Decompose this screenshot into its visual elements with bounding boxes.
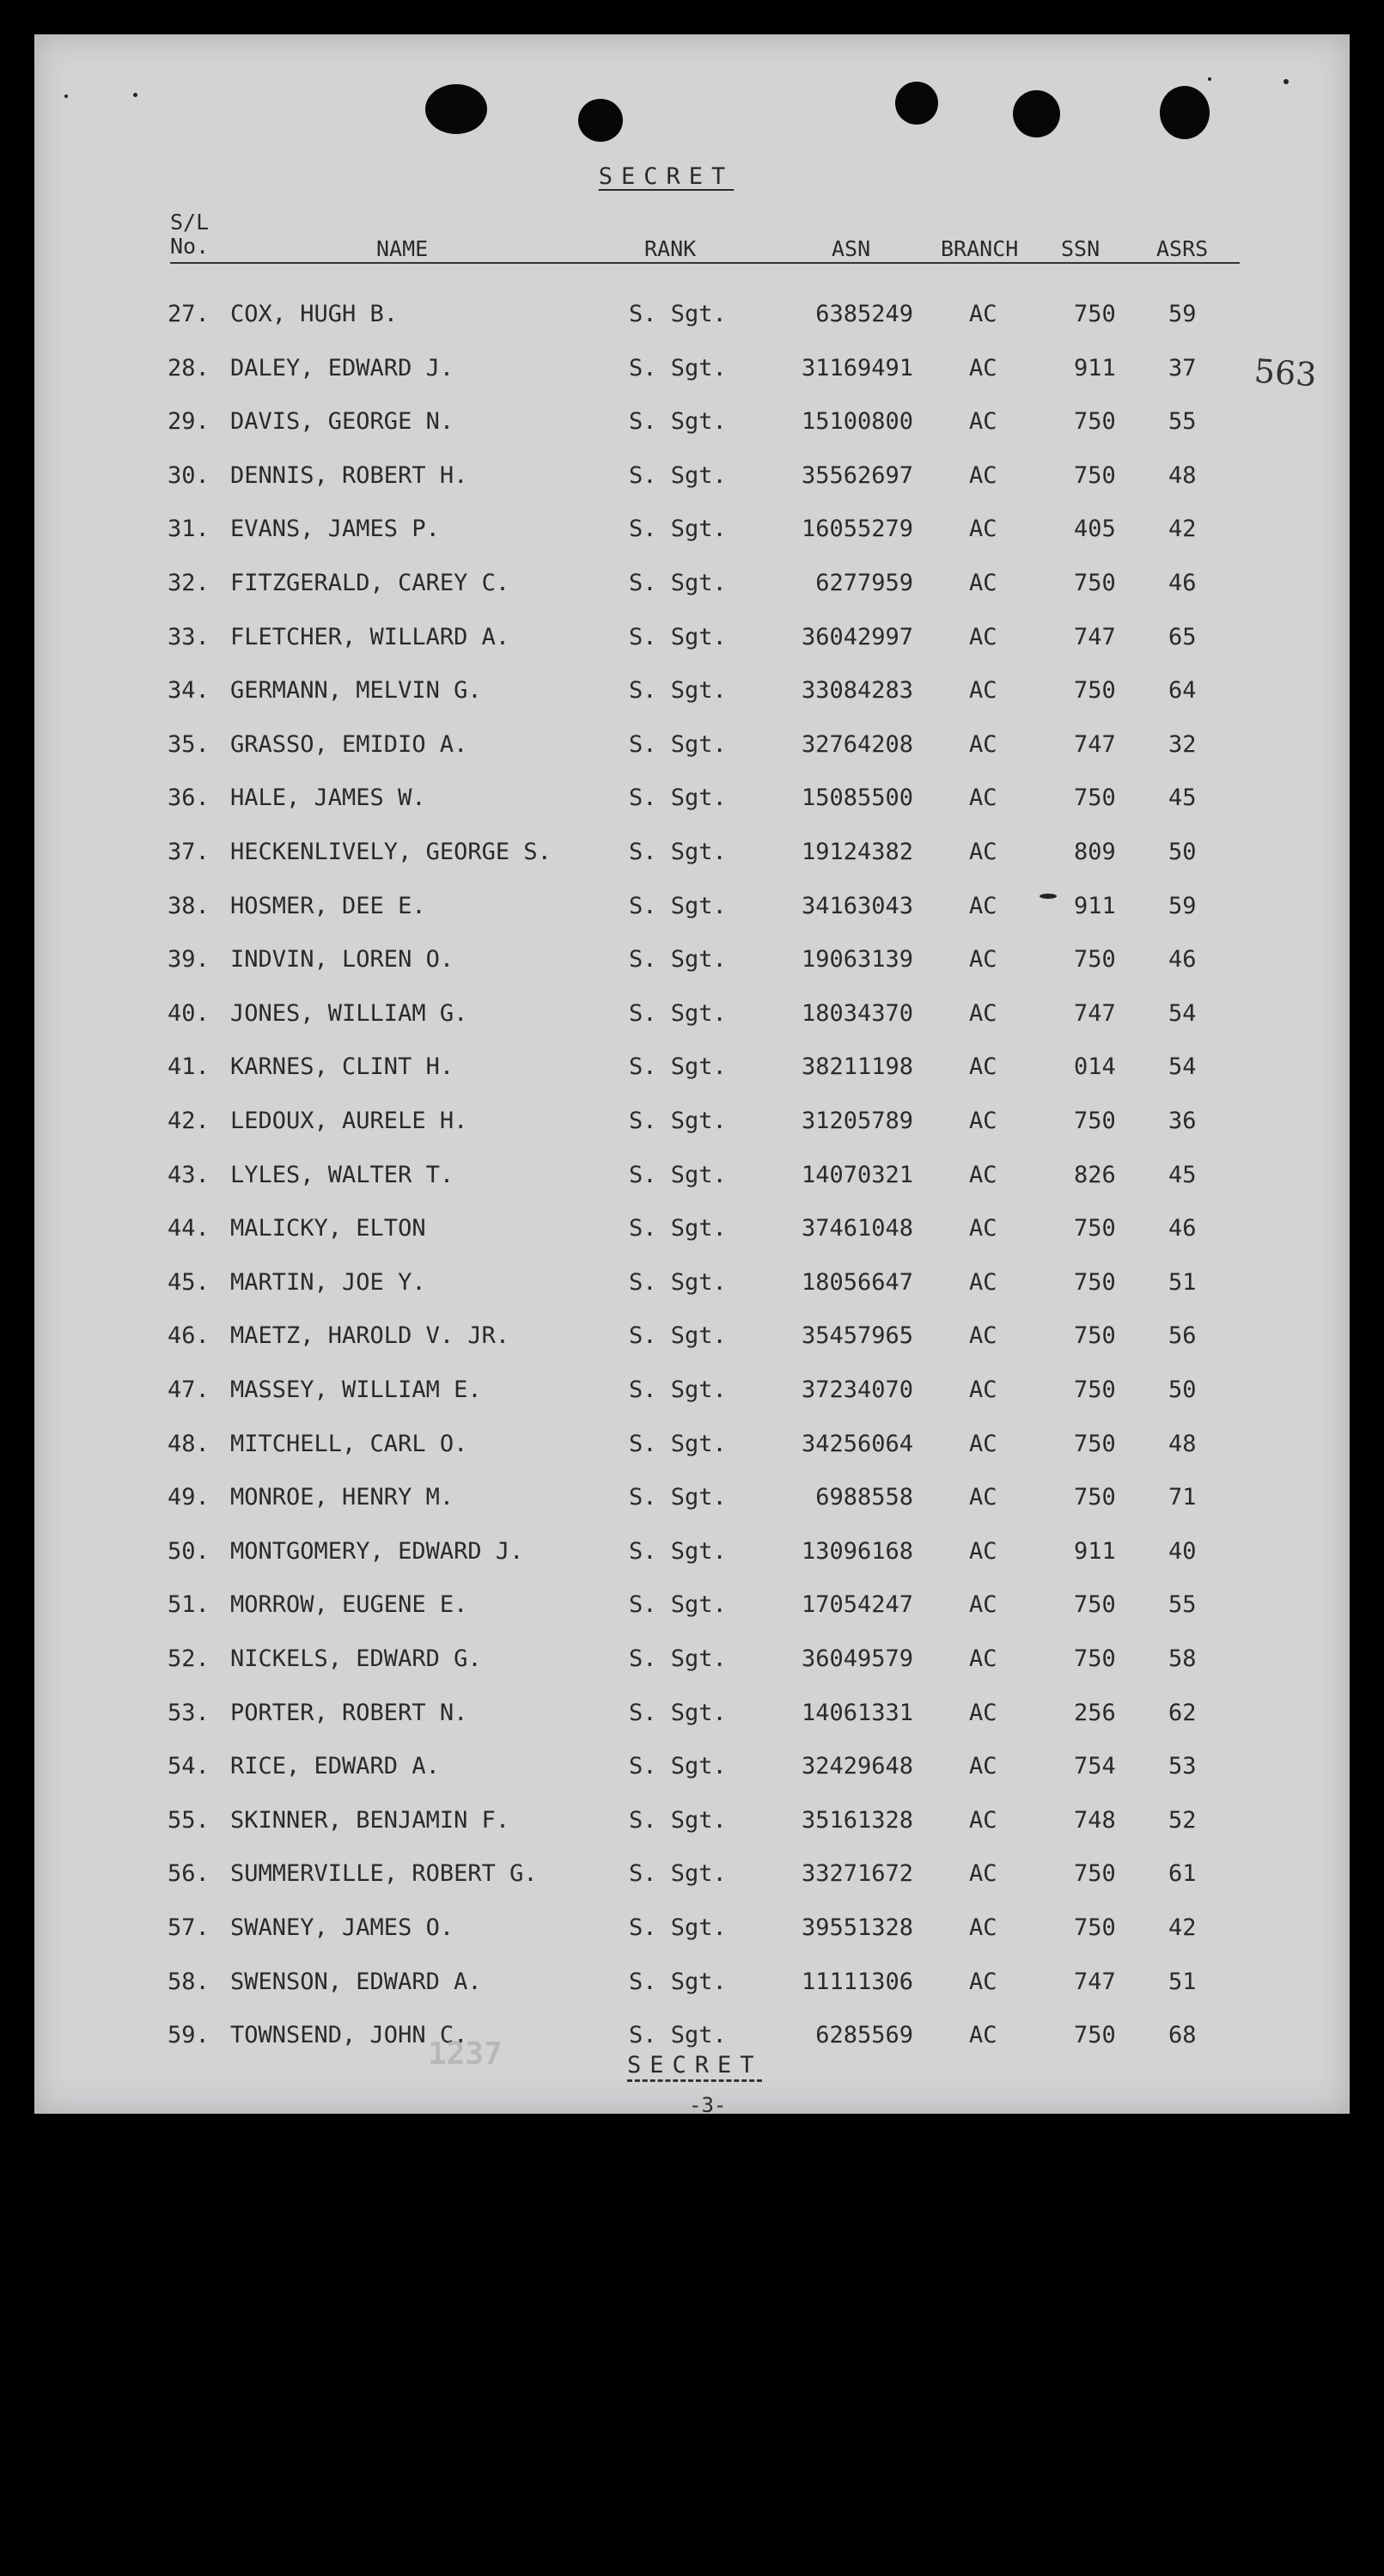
cell-rank: S. Sgt. — [629, 1591, 727, 1619]
cell-rank: S. Sgt. — [629, 1968, 727, 1995]
table-row — [34, 1431, 1350, 1465]
cell-ssn: 750 — [1074, 1268, 1116, 1296]
cell-asrs: 55 — [1168, 1591, 1197, 1619]
cell-ssn: 750 — [1074, 1322, 1116, 1350]
cell-asn: 35161328 — [801, 1806, 913, 1834]
cell-ssn: 747 — [1074, 1968, 1116, 1995]
header-rule — [170, 262, 1240, 264]
speck — [133, 93, 137, 97]
cell-sl: 56. — [168, 1860, 210, 1888]
col-header-branch: BRANCH — [941, 236, 1019, 261]
cell-branch: AC — [969, 784, 997, 812]
cell-rank: S. Sgt. — [629, 1322, 727, 1350]
cell-name: PORTER, ROBERT N. — [230, 1699, 468, 1726]
table-row — [34, 1753, 1350, 1787]
table-row — [34, 677, 1350, 711]
cell-asn: 33084283 — [801, 677, 913, 705]
cell-name: MORROW, EUGENE E. — [230, 1591, 468, 1619]
cell-asn: 15100800 — [801, 408, 913, 436]
cell-sl: 46. — [168, 1322, 210, 1350]
table-row — [34, 1108, 1350, 1142]
cell-asn: 18056647 — [801, 1268, 913, 1296]
cell-ssn: 750 — [1074, 1591, 1116, 1619]
cell-branch: AC — [969, 1806, 997, 1834]
cell-rank: S. Sgt. — [629, 2022, 727, 2049]
cell-asn: 6285569 — [815, 2022, 913, 2049]
cell-asn: 36049579 — [801, 1645, 913, 1672]
table-row — [34, 1322, 1350, 1357]
cell-rank: S. Sgt. — [629, 1860, 727, 1888]
cell-branch: AC — [969, 1699, 997, 1726]
cell-asrs: 42 — [1168, 516, 1197, 543]
cell-name: DALEY, EDWARD J. — [230, 354, 454, 382]
cell-rank: S. Sgt. — [629, 1108, 727, 1134]
cell-name: GERMANN, MELVIN G. — [230, 677, 482, 705]
table-row — [34, 408, 1350, 443]
page-number: -3- — [689, 2093, 727, 2117]
cell-rank: S. Sgt. — [629, 1484, 727, 1511]
cell-sl: 34. — [168, 677, 210, 705]
cell-branch: AC — [969, 1753, 997, 1780]
cell-branch: AC — [969, 1537, 997, 1565]
cell-asn: 19063139 — [801, 946, 913, 974]
cell-name: SUMMERVILLE, ROBERT G. — [230, 1860, 538, 1888]
table-row — [34, 1377, 1350, 1411]
cell-sl: 32. — [168, 570, 210, 596]
cell-ssn: 750 — [1074, 1484, 1116, 1511]
cell-asn: 14070321 — [801, 1161, 913, 1188]
cell-asrs: 56 — [1168, 1322, 1197, 1350]
cell-branch: AC — [969, 839, 997, 865]
table-row — [34, 516, 1350, 550]
cell-asrs: 53 — [1168, 1753, 1197, 1780]
cell-ssn: 750 — [1074, 1215, 1116, 1242]
cell-rank: S. Sgt. — [629, 946, 727, 974]
table-row — [34, 1538, 1350, 1572]
cell-sl: 44. — [168, 1215, 210, 1242]
footer-title: SECRET — [627, 2052, 763, 2079]
cell-rank: S. Sgt. — [629, 1914, 727, 1941]
table-row — [34, 839, 1350, 873]
cell-name: LEDOUX, AURELE H. — [230, 1108, 468, 1134]
table-row — [34, 893, 1350, 927]
header-title: SECRET — [598, 163, 735, 190]
cell-sl: 57. — [168, 1914, 210, 1941]
cell-asn: 19124382 — [801, 839, 913, 865]
cell-rank: S. Sgt. — [629, 784, 727, 812]
cell-sl: 45. — [168, 1268, 210, 1296]
cell-ssn: 747 — [1074, 623, 1116, 650]
cell-branch: AC — [969, 1322, 997, 1350]
cell-rank: S. Sgt. — [629, 354, 727, 382]
cell-asrs: 48 — [1168, 461, 1197, 489]
cell-asrs: 59 — [1168, 892, 1197, 919]
cell-sl: 36. — [168, 784, 210, 812]
cell-ssn: 750 — [1074, 946, 1116, 974]
cell-branch: AC — [969, 1968, 997, 1995]
table-row — [34, 1969, 1350, 2003]
cell-asrs: 42 — [1168, 1914, 1197, 1941]
col-header-name: NAME — [376, 236, 429, 261]
cell-asrs: 59 — [1168, 301, 1197, 327]
cell-asn: 35457965 — [801, 1322, 913, 1350]
cell-branch: AC — [969, 1268, 997, 1296]
cell-sl: 53. — [168, 1699, 210, 1726]
cell-ssn: 750 — [1074, 677, 1116, 705]
table-row — [34, 355, 1350, 389]
cell-rank: S. Sgt. — [629, 839, 727, 865]
cell-name: LYLES, WALTER T. — [230, 1161, 454, 1188]
cell-asrs: 54 — [1168, 1053, 1197, 1081]
cell-sl: 30. — [168, 461, 210, 489]
cell-asrs: 61 — [1168, 1860, 1197, 1888]
cell-name: TOWNSEND, JOHN C. — [230, 2022, 468, 2049]
cell-asrs: 52 — [1168, 1806, 1197, 1834]
cell-ssn: 754 — [1074, 1753, 1116, 1780]
cell-rank: S. Sgt. — [629, 516, 727, 543]
cell-ssn: 750 — [1074, 461, 1116, 489]
cell-name: MITCHELL, CARL O. — [230, 1430, 468, 1457]
cell-name: NICKELS, EDWARD G. — [230, 1645, 482, 1672]
cell-sl: 31. — [168, 516, 210, 543]
cell-asrs: 46 — [1168, 570, 1197, 596]
table-row — [34, 1484, 1350, 1518]
table-row — [34, 1269, 1350, 1303]
cell-sl: 35. — [168, 730, 210, 758]
cell-ssn: 750 — [1074, 1860, 1116, 1888]
cell-rank: S. Sgt. — [629, 1699, 727, 1726]
cell-asn: 11111306 — [801, 1968, 913, 1995]
col-header-asrs: ASRS — [1156, 236, 1209, 261]
cell-name: RICE, EDWARD A. — [230, 1753, 440, 1780]
cell-sl: 40. — [168, 999, 210, 1027]
speck — [64, 95, 68, 98]
cell-name: KARNES, CLINT H. — [230, 1053, 454, 1081]
cell-branch: AC — [969, 1215, 997, 1242]
cell-rank: S. Sgt. — [629, 892, 727, 919]
table-row — [34, 1645, 1350, 1680]
cell-ssn: 750 — [1074, 301, 1116, 327]
cell-ssn: 750 — [1074, 1430, 1116, 1457]
cell-asn: 38211198 — [801, 1053, 913, 1081]
table-row — [34, 1215, 1350, 1249]
cell-ssn: 748 — [1074, 1806, 1116, 1834]
cell-name: HECKENLIVELY, GEORGE S. — [230, 839, 552, 865]
cell-asn: 31205789 — [801, 1108, 913, 1134]
cell-asn: 33271672 — [801, 1860, 913, 1888]
cell-name: JONES, WILLIAM G. — [230, 999, 468, 1027]
cell-sl: 52. — [168, 1645, 210, 1672]
cell-asrs: 71 — [1168, 1484, 1197, 1511]
stamp-number: 1237 — [428, 2036, 503, 2072]
cell-branch: AC — [969, 354, 997, 382]
cell-ssn: 826 — [1074, 1161, 1116, 1188]
cell-name: INDVIN, LOREN O. — [230, 946, 454, 974]
cell-ssn: 750 — [1074, 570, 1116, 596]
cell-asrs: 46 — [1168, 1215, 1197, 1242]
cell-ssn: 750 — [1074, 1914, 1116, 1941]
cell-rank: S. Sgt. — [629, 1806, 727, 1834]
cell-ssn: 750 — [1074, 1377, 1116, 1403]
table-row — [34, 784, 1350, 819]
table-row — [34, 731, 1350, 766]
speck — [1283, 79, 1289, 84]
cell-asn: 15085500 — [801, 784, 913, 812]
cell-branch: AC — [969, 1108, 997, 1134]
cell-rank: S. Sgt. — [629, 1537, 727, 1565]
cell-asrs: 45 — [1168, 1161, 1197, 1188]
cell-sl: 37. — [168, 839, 210, 865]
cell-rank: S. Sgt. — [629, 570, 727, 596]
cell-rank: S. Sgt. — [629, 1161, 727, 1188]
cell-branch: AC — [969, 516, 997, 543]
cell-ssn: 256 — [1074, 1699, 1116, 1726]
cell-branch: AC — [969, 1645, 997, 1672]
cell-asrs: 45 — [1168, 784, 1197, 812]
cell-asrs: 36 — [1168, 1108, 1197, 1134]
cell-name: FLETCHER, WILLARD A. — [230, 623, 510, 650]
table-row — [34, 1700, 1350, 1734]
margin-number: 563 — [1253, 351, 1318, 394]
cell-name: EVANS, JAMES P. — [230, 516, 440, 543]
cell-asrs: 68 — [1168, 2022, 1197, 2049]
cell-sl: 28. — [168, 354, 210, 382]
cell-asrs: 46 — [1168, 946, 1197, 974]
cell-branch: AC — [969, 1591, 997, 1619]
cell-branch: AC — [969, 1161, 997, 1188]
col-header-ssn: SSN — [1061, 236, 1100, 261]
cell-branch: AC — [969, 946, 997, 974]
cell-name: MAETZ, HAROLD V. JR. — [230, 1322, 510, 1350]
cell-asrs: 40 — [1168, 1537, 1197, 1565]
cell-ssn: 911 — [1074, 892, 1116, 919]
cell-sl: 51. — [168, 1591, 210, 1619]
cell-rank: S. Sgt. — [629, 1215, 727, 1242]
document-page — [34, 34, 1350, 2117]
cell-rank: S. Sgt. — [629, 301, 727, 327]
cell-asn: 14061331 — [801, 1699, 913, 1726]
table-row — [34, 462, 1350, 497]
cell-asn: 6988558 — [815, 1484, 913, 1511]
punch-hole — [1013, 90, 1060, 137]
cell-branch: AC — [969, 301, 997, 327]
cell-asn: 6277959 — [815, 570, 913, 596]
cell-name: COX, HUGH B. — [230, 301, 399, 327]
cell-asn: 17054247 — [801, 1591, 913, 1619]
cell-rank: S. Sgt. — [629, 1430, 727, 1457]
cell-asrs: 58 — [1168, 1645, 1197, 1672]
cell-sl: 49. — [168, 1484, 210, 1511]
cell-branch: AC — [969, 461, 997, 489]
cell-sl: 59. — [168, 2022, 210, 2049]
cell-name: MARTIN, JOE Y. — [230, 1268, 426, 1296]
cell-ssn: 809 — [1074, 839, 1116, 865]
cell-ssn: 750 — [1074, 1645, 1116, 1672]
cell-ssn: 747 — [1074, 999, 1116, 1027]
cell-asrs: 50 — [1168, 1377, 1197, 1403]
cell-ssn: 911 — [1074, 1537, 1116, 1565]
cell-sl: 58. — [168, 1968, 210, 1995]
cell-rank: S. Sgt. — [629, 1053, 727, 1081]
cell-asn: 37461048 — [801, 1215, 913, 1242]
cell-asn: 13096168 — [801, 1537, 913, 1565]
cell-sl: 47. — [168, 1377, 210, 1403]
cell-rank: S. Sgt. — [629, 730, 727, 758]
table-row — [34, 1053, 1350, 1088]
cell-branch: AC — [969, 1430, 997, 1457]
cell-ssn: 750 — [1074, 408, 1116, 436]
cell-branch: AC — [969, 1914, 997, 1941]
cell-sl: 42. — [168, 1108, 210, 1134]
cell-asn: 35562697 — [801, 461, 913, 489]
cell-asrs: 37 — [1168, 354, 1197, 382]
punch-hole — [578, 99, 623, 142]
cell-name: FITZGERALD, CAREY C. — [230, 570, 510, 596]
cell-name: GRASSO, EMIDIO A. — [230, 730, 468, 758]
cell-asrs: 55 — [1168, 408, 1197, 436]
cell-sl: 27. — [168, 301, 210, 327]
cell-branch: AC — [969, 1377, 997, 1403]
cell-sl: 43. — [168, 1161, 210, 1188]
punch-hole — [895, 82, 938, 125]
cell-rank: S. Sgt. — [629, 408, 727, 436]
table-row — [34, 1591, 1350, 1626]
cell-asn: 6385249 — [815, 301, 913, 327]
cell-name: DENNIS, ROBERT H. — [230, 461, 468, 489]
cell-name: MONROE, HENRY M. — [230, 1484, 454, 1511]
cell-asrs: 62 — [1168, 1699, 1197, 1726]
col-header-sl: S/L No. — [170, 210, 210, 259]
cell-name: DAVIS, GEORGE N. — [230, 408, 454, 436]
cell-ssn: 750 — [1074, 2022, 1116, 2049]
cell-asrs: 48 — [1168, 1430, 1197, 1457]
cell-asn: 37234070 — [801, 1377, 913, 1403]
cell-name: MALICKY, ELTON — [230, 1215, 426, 1242]
cell-sl: 33. — [168, 623, 210, 650]
cell-name: SKINNER, BENJAMIN F. — [230, 1806, 510, 1834]
table-row — [34, 1860, 1350, 1895]
cell-rank: S. Sgt. — [629, 677, 727, 705]
cell-ssn: 747 — [1074, 730, 1116, 758]
cell-branch: AC — [969, 730, 997, 758]
table-row — [34, 1807, 1350, 1841]
cell-branch: AC — [969, 1053, 997, 1081]
cell-branch: AC — [969, 623, 997, 650]
cell-asrs: 65 — [1168, 623, 1197, 650]
cell-branch: AC — [969, 1484, 997, 1511]
cell-ssn: 014 — [1074, 1053, 1116, 1081]
table-row — [34, 1000, 1350, 1035]
cell-name: HOSMER, DEE E. — [230, 892, 426, 919]
cell-asrs: 51 — [1168, 1968, 1197, 1995]
cell-name: SWENSON, EDWARD A. — [230, 1968, 482, 1995]
cell-asrs: 54 — [1168, 999, 1197, 1027]
cell-name: MASSEY, WILLIAM E. — [230, 1377, 482, 1403]
cell-name: HALE, JAMES W. — [230, 784, 426, 812]
punch-hole — [1160, 86, 1210, 139]
cell-sl: 48. — [168, 1430, 210, 1457]
cell-sl: 55. — [168, 1806, 210, 1834]
cell-sl: 38. — [168, 892, 210, 919]
punch-hole — [425, 84, 487, 134]
cell-branch: AC — [969, 999, 997, 1027]
cell-rank: S. Sgt. — [629, 1645, 727, 1672]
cell-asn: 32429648 — [801, 1753, 913, 1780]
cell-asrs: 32 — [1168, 730, 1197, 758]
cell-asn: 36042997 — [801, 623, 913, 650]
cell-sl: 50. — [168, 1537, 210, 1565]
cell-asn: 32764208 — [801, 730, 913, 758]
cell-ssn: 405 — [1074, 516, 1116, 543]
col-header-asn: ASN — [832, 236, 871, 261]
cell-rank: S. Sgt. — [629, 1753, 727, 1780]
col-header-rank: RANK — [644, 236, 697, 261]
cell-rank: S. Sgt. — [629, 1377, 727, 1403]
cell-rank: S. Sgt. — [629, 1268, 727, 1296]
cell-ssn: 750 — [1074, 1108, 1116, 1134]
cell-sl: 41. — [168, 1053, 210, 1081]
cell-ssn: 750 — [1074, 784, 1116, 812]
cell-asrs: 64 — [1168, 677, 1197, 705]
cell-asrs: 50 — [1168, 839, 1197, 865]
table-row — [34, 301, 1350, 335]
cell-name: MONTGOMERY, EDWARD J. — [230, 1537, 524, 1565]
cell-name: SWANEY, JAMES O. — [230, 1914, 454, 1941]
cell-branch: AC — [969, 892, 997, 919]
cell-sl: 29. — [168, 408, 210, 436]
cell-asn: 31169491 — [801, 354, 913, 382]
table-row — [34, 570, 1350, 604]
cell-rank: S. Sgt. — [629, 623, 727, 650]
cell-asrs: 51 — [1168, 1268, 1197, 1296]
cell-asn: 16055279 — [801, 516, 913, 543]
cell-sl: 39. — [168, 946, 210, 974]
cell-branch: AC — [969, 1860, 997, 1888]
cell-rank: S. Sgt. — [629, 461, 727, 489]
cell-branch: AC — [969, 677, 997, 705]
cell-ssn: 911 — [1074, 354, 1116, 382]
cell-asn: 34256064 — [801, 1430, 913, 1457]
cell-asn: 34163043 — [801, 892, 913, 919]
table-row — [34, 1162, 1350, 1196]
table-row — [34, 624, 1350, 658]
table-row — [34, 1914, 1350, 1949]
cell-branch: AC — [969, 408, 997, 436]
cell-rank: S. Sgt. — [629, 999, 727, 1027]
table-row — [34, 946, 1350, 980]
cell-branch: AC — [969, 570, 997, 596]
cell-asn: 39551328 — [801, 1914, 913, 1941]
cell-asn: 18034370 — [801, 999, 913, 1027]
cell-branch: AC — [969, 2022, 997, 2049]
cell-sl: 54. — [168, 1753, 210, 1780]
speck — [1208, 77, 1211, 81]
